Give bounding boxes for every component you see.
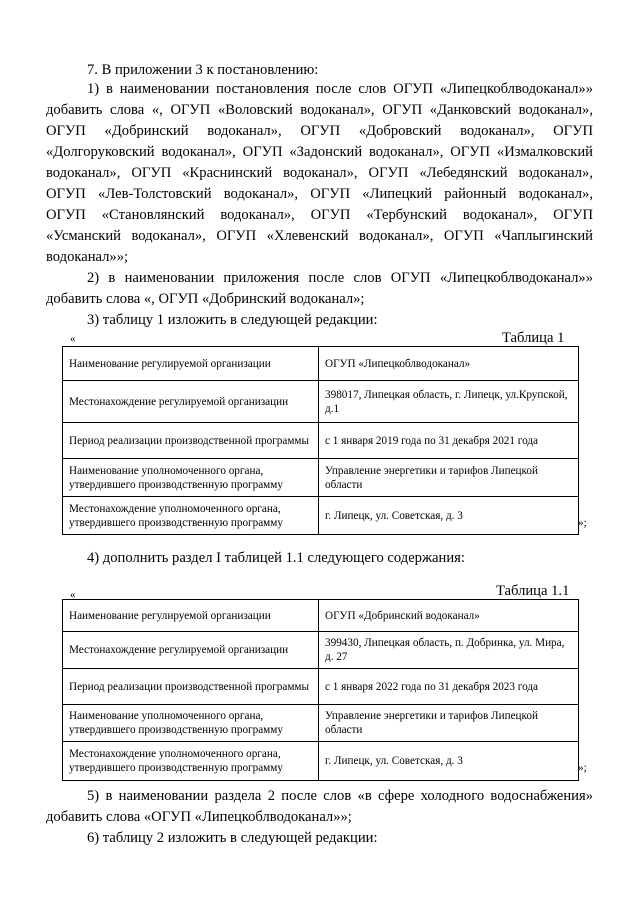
table-cell: Период реализации производственной программы (63, 423, 319, 459)
item-7-1-line: «Долгоруковский водоканал», ОГУП «Задонский водоканал», ОГУП «Измалковский (46, 144, 593, 160)
item-7-4-line: 4) дополнить раздел I таблицей 1.1 следующего содержания: (87, 550, 465, 566)
table-cell: Наименование регулируемой организации (63, 600, 319, 632)
table-cell: с 1 января 2022 года по 31 декабря 2023 года (319, 669, 579, 705)
item-7-1-line: водоканал»»; (46, 249, 129, 265)
table1-close-quote: »; (578, 517, 587, 529)
table-cell: 398017, Липецкая область, г. Липецк, ул.Крупской, д.1 (319, 381, 579, 423)
table-cell: Наименование уполномоченного органа, утвердившего производственную программу (63, 705, 319, 742)
table-row (63, 669, 579, 705)
table-cell: Местонахождение регулируемой организации (63, 381, 319, 423)
item-7-6-line: 6) таблицу 2 изложить в следующей редакции: (87, 830, 378, 846)
table2-open-quote: « (70, 589, 76, 601)
table-row (63, 705, 579, 742)
table1-caption: Таблица 1 (502, 330, 565, 346)
item-7-2-line: добавить слова «, ОГУП «Добринский водоканал»; (46, 291, 365, 307)
table-cell: г. Липецк, ул. Советская, д. 3 (319, 497, 579, 535)
table1 (62, 346, 579, 535)
item-7-heading: 7. В приложении 3 к постановлению: (87, 62, 319, 78)
table-cell: ОГУП «Добринский водоканал» (319, 600, 579, 632)
table-row (63, 632, 579, 669)
table-row (63, 459, 579, 497)
table-cell: Местонахождение уполномоченного органа, утвердившего производственную программу (63, 742, 319, 781)
table-cell: Местонахождение регулируемой организации (63, 632, 319, 669)
item-7-1-line: ОГУП «Становлянский водоканал», ОГУП «Тербунский водоканал», ОГУП (46, 207, 593, 223)
table-cell: Управление энергетики и тарифов Липецкой области (319, 705, 579, 742)
table-row (63, 497, 579, 535)
table-cell: Наименование регулируемой организации (63, 347, 319, 381)
table2-caption: Таблица 1.1 (496, 583, 570, 599)
item-7-5-line: 5) в наименовании раздела 2 после слов «в сфере холодного водоснабжения» (87, 788, 593, 804)
table-cell: Наименование уполномоченного органа, утвердившего производственную программу (63, 459, 319, 497)
table-row (63, 742, 579, 781)
item-7-1-line: водоканал», ОГУП «Краснинский водоканал», ОГУП «Лебедянский водоканал», (46, 165, 593, 181)
table-cell: ОГУП «Липецкоблводоканал» (319, 347, 579, 381)
table-cell: Период реализации производственной программы (63, 669, 319, 705)
table2 (62, 599, 579, 781)
table2-close-quote: »; (578, 762, 587, 774)
item-7-1-line: ОГУП «Добринский водоканал», ОГУП «Добровский водоканал», ОГУП (46, 123, 593, 139)
table-cell: Местонахождение уполномоченного органа, утвердившего производственную программу (63, 497, 319, 535)
table1-open-quote: « (70, 333, 76, 345)
item-7-1-line: ОГУП «Лев-Толстовский водоканал», ОГУП «Липецкий районный водоканал», (46, 186, 593, 202)
table-row (63, 423, 579, 459)
item-7-3-line: 3) таблицу 1 изложить в следующей редакции: (87, 312, 378, 328)
table-row (63, 381, 579, 423)
item-7-1-line: 1) в наименовании постановления после слов ОГУП «Липецкоблводоканал»» (87, 81, 593, 97)
item-7-1-line: добавить слова «, ОГУП «Воловский водоканал», ОГУП «Данковский водоканал», (46, 102, 593, 118)
table-row (63, 600, 579, 632)
item-7-5-line: добавить слова «ОГУП «Липецкоблводоканал»»; (46, 809, 352, 825)
table-cell: с 1 января 2019 года по 31 декабря 2021 года (319, 423, 579, 459)
table-cell: 399430, Липецкая область, п. Добринка, ул. Мира, д. 27 (319, 632, 579, 669)
table-row (63, 347, 579, 381)
table-cell: г. Липецк, ул. Советская, д. 3 (319, 742, 579, 781)
table-cell: Управление энергетики и тарифов Липецкой области (319, 459, 579, 497)
item-7-2-line: 2) в наименовании приложения после слов ОГУП «Липецкоблводоканал»» (87, 270, 593, 286)
item-7-1-line: «Усманский водоканал», ОГУП «Хлевенский водоканал», ОГУП «Чаплыгинский (46, 228, 593, 244)
